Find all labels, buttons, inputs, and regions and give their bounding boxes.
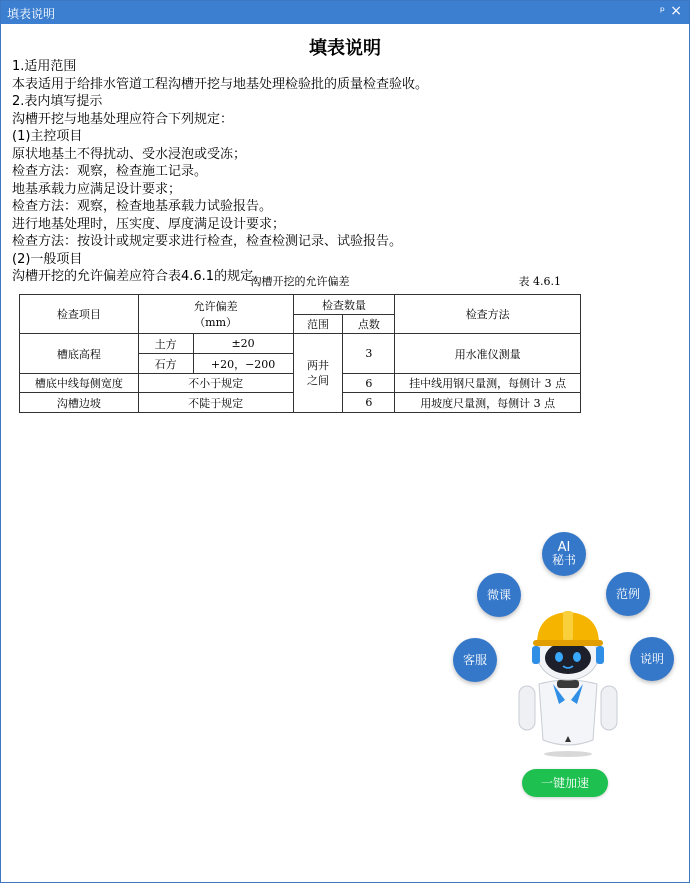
cell-range <box>293 334 343 413</box>
one-click-speedup-button[interactable]: 一键加速 <box>522 769 608 797</box>
text-line: 检查方法：观察，检查施工记录。 <box>12 164 208 179</box>
text-line: 进行地基处理时，压实度、厚度满足设计要求； <box>12 216 286 232</box>
section-heading-tips: 2.表内填写提示 <box>12 94 103 109</box>
text-line: 地基承载力应满足设计要求； <box>12 181 182 197</box>
ai-label: AI <box>557 540 571 555</box>
explanation-button[interactable]: 说明 <box>630 637 674 681</box>
cell-points: 3 <box>343 334 395 374</box>
cell-rock: 石方 <box>138 354 193 374</box>
pin-icon[interactable]: ᵖ <box>659 4 665 18</box>
cell-centerline-points: 6 <box>343 374 395 393</box>
subsection-main-items: (1)主控项目 <box>12 129 83 144</box>
cell-trench-slope: 沟槽边坡 <box>20 393 139 413</box>
text-line: 检查方法：观察，检查地基承载力试验报告。 <box>12 199 273 214</box>
text-line: 沟槽开挖的允许偏差应符合表4.6.1的规定。 <box>12 269 267 284</box>
close-icon[interactable]: × <box>670 3 682 19</box>
header-deviation-label: 允许偏差 <box>193 300 238 313</box>
header-deviation-unit: （mm） <box>194 316 238 329</box>
cell-centerline-width: 槽底中线每侧宽度 <box>20 374 139 393</box>
header-quantity: 检查数量 <box>293 295 395 315</box>
ai-sublabel: 秘书 <box>551 553 576 567</box>
cell-slope-method: 用坡度尺量测，每侧计 3 点 <box>395 393 581 413</box>
table-caption-code: 表 4.6.1 <box>518 275 561 288</box>
subsection-general-items: (2)一般项目 <box>12 251 83 267</box>
text-line: 本表适用于给排水管道工程沟槽开挖与地基处理检验批的质量检查验收。 <box>12 76 429 92</box>
header-item: 检查项目 <box>20 295 139 334</box>
example-button[interactable]: 范例 <box>606 572 650 616</box>
cell-slope-points: 6 <box>343 393 395 413</box>
cell-rock-value: +20，−200 <box>193 354 293 374</box>
cell-slope-deviation: 不陡于规定 <box>138 393 293 413</box>
robot-mascot-icon[interactable] <box>513 608 623 758</box>
cell-range-text: 两井之间 <box>307 359 329 387</box>
cell-bottom-elevation: 槽底高程 <box>20 334 139 374</box>
instructions-text <box>12 58 682 286</box>
text-line: 沟槽开挖与地基处理应符合下列规定： <box>12 111 234 127</box>
micro-course-button[interactable]: 微课 <box>477 573 521 617</box>
title-bar[interactable] <box>1 1 689 24</box>
cell-soil-value: ±20 <box>193 334 293 354</box>
header-points: 点数 <box>343 315 395 334</box>
document-title: 填表说明 <box>309 38 381 59</box>
cell-centerline-method: 挂中线用钢尺量测，每侧计 3 点 <box>395 374 581 393</box>
header-method: 检查方法 <box>395 295 581 334</box>
cell-method: 用水准仪测量 <box>395 334 581 374</box>
header-range: 范围 <box>293 315 343 334</box>
section-heading-scope: 1.适用范围 <box>12 59 77 74</box>
ai-secretary-button[interactable] <box>542 532 586 576</box>
window-title: 填表说明 <box>7 7 56 21</box>
text-line: 原状地基土不得扰动、受水浸泡或受冻； <box>12 146 247 162</box>
table-caption-title: 沟槽开挖的允许偏差 <box>250 275 350 288</box>
text-line: 检查方法：按设计或规定要求进行检查，检查检测记录、试验报告。 <box>12 234 403 249</box>
cell-soil: 土方 <box>138 334 193 354</box>
customer-service-button[interactable]: 客服 <box>453 638 497 682</box>
cell-centerline-deviation: 不小于规定 <box>138 374 293 393</box>
header-deviation <box>138 295 293 334</box>
deviation-table <box>19 294 581 413</box>
